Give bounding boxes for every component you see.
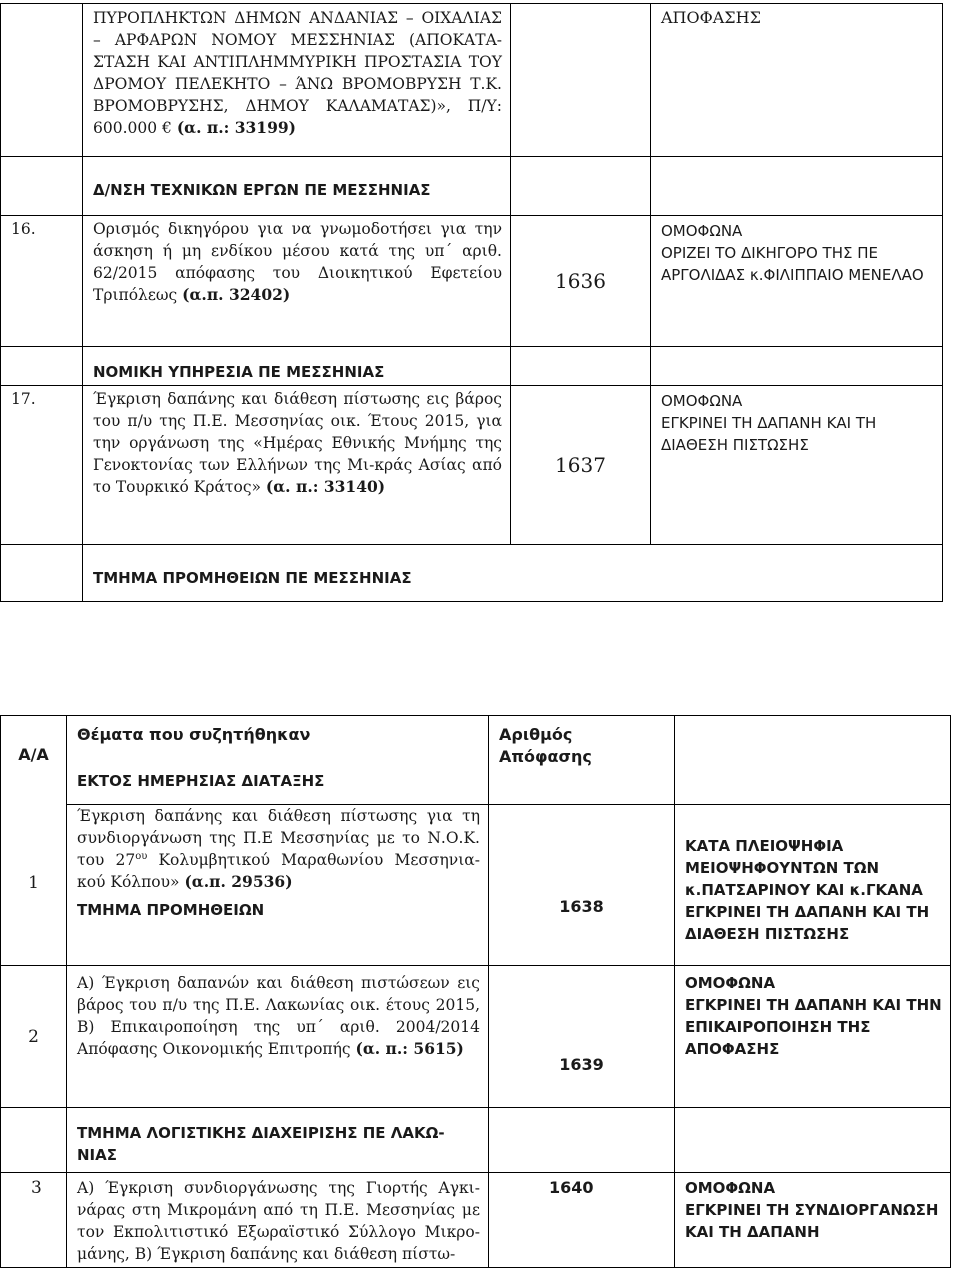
decision-text: ΚΑΤΑ ΠΛΕΙΟΨΗΦΙΑ ΜΕΙΟΨΗΦΟΥΝΤΩΝ ΤΩΝ κ.ΠΑΤΣΑΡΙΝΟΥ ΚΑΙ κ.ΓΚΑΝΑ ΕΓΚΡΙΝΕΙ ΤΗ ΔΑΠΑΝΗ ΚΑΙ ΤΗ ΔΙΑΘΕΣΗ ΠΙΣΤΩΣΗΣ <box>675 805 951 966</box>
section-heading: ΤΜΗΜΑ ΠΡΟΜΗΘΕΙΩΝ ΠΕ ΜΕΣΣΗΝΙΑΣ <box>83 545 943 602</box>
decision-text: ΟΡΙΖΕΙ ΤΟ ΔΙΚΗΓΟΡΟ ΤΗΣ ΠΕ ΑΡΓΟΛΙΔΑΣ κ.ΦΙΛΙΠΠΑΙΟ ΜΕΝΕΛΑΟ <box>661 244 924 284</box>
item-number: 1 <box>28 873 39 893</box>
table-row <box>1 545 943 602</box>
item-text: Έγκριση δαπάνης και διάθεση πίστωσης για τη συνδιοργάνωση της Π.Ε Μεσσηνίας με το Ν.Ο.Κ. του 27 <box>77 807 480 869</box>
column-header-number-2: Απόφασης <box>499 747 592 766</box>
section-heading: ΤΜΗΜΑ ΛΟΓΙΣΤΙΚΗΣ ΔΙΑΧΕΙΡΙΣΗΣ ΠΕ ΛΑΚΩ-ΝΙΑΣ <box>67 1108 489 1173</box>
item-reference: (α. π.: 33140) <box>265 477 386 496</box>
item-reference: (α. π.: 33199) <box>176 118 296 137</box>
item-number: 16. <box>1 216 83 347</box>
item-text: Α) Έγκριση συνδιοργάνωσης της Γιορτής Αγκι-νάρας στη Μικρομάνη από τη Π.Ε. Μεσσηνίας με τον Εκπολιτιστικό Εξωραϊστικό Σύλλογο Μικρο-μάνης, Β) Έγκριση δαπάνης και διάθεση πίστω- <box>67 1173 489 1268</box>
decisions-table-bottom <box>0 715 951 1268</box>
column-header-topics: Θέματα που συζητήθηκαν <box>77 725 311 744</box>
decision-verdict: ΟΜΟΦΩΝΑ <box>661 222 743 240</box>
decision-number: 1640 <box>489 1173 675 1268</box>
decision-text: ΕΓΚΡΙΝΕΙ ΤΗ ΔΑΠΑΝΗ ΚΑΙ ΤΗΝ ΕΠΙΚΑΙΡΟΠΟΙΗΣΗ ΤΗΣ ΑΠΟΦΑΣΗΣ <box>685 996 942 1058</box>
table-row <box>1 347 943 386</box>
item-number: 2 <box>1 966 67 1108</box>
decision-verdict: ΟΜΟΦΩΝΑ <box>685 1179 776 1197</box>
item-number: 3 <box>1 1173 67 1268</box>
item-text-continued <box>83 4 511 157</box>
decision-number: 1637 <box>511 386 651 545</box>
decision-number: 1638 <box>489 805 675 966</box>
item-text: ΠΥΡΟΠΛΗΚΤΩΝ ΔΗΜΩΝ ΑΝΔΑΝΙΑΣ – ΟΙΧΑΛΙΑΣ – ΑΡΦΑΡΩΝ ΝΟΜΟΥ ΜΕΣΣΗΝΙΑΣ (ΑΠΟΚΑΤΑ-ΣΤΑΣΗ ΚΑΙ ΑΝΤΙΠΛΗΜΜΥΡΙΚΗ ΠΡΟΣΤΑΣΙΑ ΤΟΥ ΔΡΟΜΟΥ ΠΕΛΕΚΗΤΟ – ΆΝΩ ΒΡΟΜΟΒΡΥΣΗ Τ.Κ. ΒΡΟΜΟΒΡΥΣΗΣ, ΔΗΜΟΥ ΚΑΛΑΜΑΤΑΣ)», Π/Υ: 600.000 € <box>93 9 502 137</box>
section-heading: Δ/ΝΣΗ ΤΕΧΝΙΚΩΝ ΕΡΓΩΝ ΠΕ ΜΕΣΣΗΝΙΑΣ <box>83 157 511 216</box>
decision-verdict: ΟΜΟΦΩΝΑ <box>685 974 776 992</box>
item-text: Ορισμός δικηγόρου για να γνωμοδοτήσει για την άσκηση ή μη ενδίκου μέσου κατά της υπ΄ αριθ. 62/2015 απόφασης του Διοικητικού Εφετείου Τριπόλεως <box>93 220 502 304</box>
ordinal-suffix: ου <box>135 850 148 862</box>
item-text: Έγκριση δαπάνης και διάθεση πίστωσης εις βάρος του π/υ της Π.Ε. Μεσσηνίας οικ. Έτους 2015, για την οργάνωση της «Ημέρας Εθνικής Μνήμης της Γενοκτονίας των Ελλήνων της Μι-κράς Ασίας από το Τουρκικό Κράτος» <box>93 390 502 496</box>
table-row <box>1 4 943 157</box>
section-heading: ΤΜΗΜΑ ΠΡΟΜΗΘΕΙΩΝ <box>77 901 265 919</box>
section-heading: ΝΟΜΙΚΗ ΥΠΗΡΕΣΙΑ ΠΕ ΜΕΣΣΗΝΙΑΣ <box>83 347 511 386</box>
table-row <box>1 157 943 216</box>
table-row <box>1 216 943 347</box>
table-row <box>1 716 951 805</box>
table-row <box>1 386 943 545</box>
table-row <box>1 966 951 1108</box>
item-text-end: Κολυμβητικού Μαραθωνίου Μεσσηνια-κού Κόλπου» <box>77 851 480 891</box>
item-reference: (α.π. 32402) <box>182 285 291 304</box>
table-row <box>1 805 951 966</box>
column-header-number: Αριθμός <box>499 725 573 744</box>
decision-text: ΕΓΚΡΙΝΕΙ ΤΗ ΔΑΠΑΝΗ ΚΑΙ ΤΗ ΔΙΑΘΕΣΗ ΠΙΣΤΩΣΗΣ <box>661 414 877 454</box>
item-text: Α) Έγκριση δαπανών και διάθεση πιστώσεων εις βάρος του π/υ της Π.Ε. Λακωνίας οικ. έτους 2015, Β) Επικαιροποίηση της υπ΄ αριθ. 2004/2014 Απόφασης Οικονομικής Επιτροπής <box>77 974 480 1058</box>
table-row <box>1 1108 951 1173</box>
decision-number: 1636 <box>511 216 651 347</box>
item-reference: (α.π. 29536) <box>184 872 293 891</box>
decision-verdict: ΟΜΟΦΩΝΑ <box>661 392 743 410</box>
table-row <box>1 1173 951 1268</box>
decision-text: ΕΓΚΡΙΝΕΙ ΤΗ ΣΥΝΔΙΟΡΓΑΝΩΣΗ ΚΑΙ ΤΗ ΔΑΠΑΝΗ <box>685 1201 939 1241</box>
item-reference: (α. π.: 5615) <box>355 1039 464 1058</box>
decisions-table-top <box>0 3 943 602</box>
column-header-aa: Α/Α <box>18 745 49 764</box>
item-number: 17. <box>1 386 83 545</box>
decision-number: 1639 <box>489 966 675 1108</box>
decision-text: ΑΠΟΦΑΣΗΣ <box>661 8 761 27</box>
agenda-heading: ΕΚΤΟΣ ΗΜΕΡΗΣΙΑΣ ΔΙΑΤΑΞΗΣ <box>77 772 325 790</box>
